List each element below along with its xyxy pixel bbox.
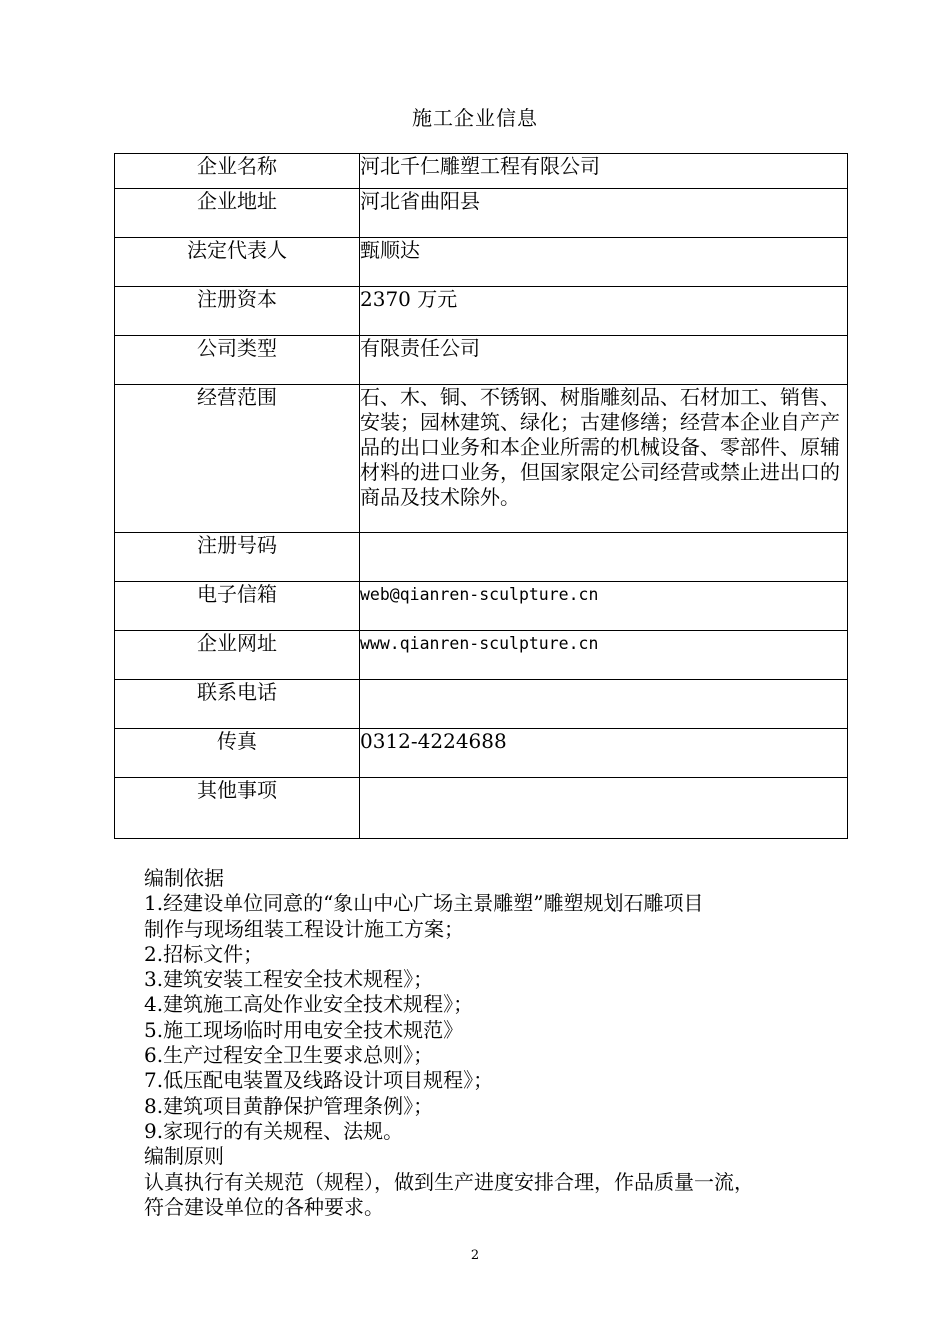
table-row xyxy=(115,680,848,729)
field-label: 传真 xyxy=(115,729,360,778)
notes-line: 9.家现行的有关规程、法规。 xyxy=(144,1118,404,1143)
table-row xyxy=(115,287,848,336)
field-value: 0312-4224688 xyxy=(360,729,848,778)
field-value xyxy=(360,680,848,729)
notes-line: 符合建设单位的各种要求。 xyxy=(144,1194,384,1219)
table-row xyxy=(115,189,848,238)
field-label: 企业地址 xyxy=(115,189,360,238)
field-value: 2370 万元 xyxy=(360,287,848,336)
field-value xyxy=(360,778,848,839)
field-value: 河北千仁雕塑工程有限公司 xyxy=(360,154,848,189)
notes-line: 1.经建设单位同意的“象山中心广场主景雕塑”雕塑规划石雕项目 xyxy=(144,891,704,916)
field-label: 法定代表人 xyxy=(115,238,360,287)
table-row xyxy=(115,154,848,189)
notes-line: 3.建筑安装工程安全技术规程》； xyxy=(144,967,434,992)
field-value: web@qianren-sculpture.cn xyxy=(360,582,848,631)
field-label: 企业网址 xyxy=(115,631,360,680)
table-row xyxy=(115,729,848,778)
company-info-table xyxy=(114,153,848,839)
field-value: www.qianren-sculpture.cn xyxy=(360,631,848,680)
notes-line: 6.生产过程安全卫生要求总则》； xyxy=(144,1043,434,1068)
field-label: 企业名称 xyxy=(115,154,360,189)
table-row xyxy=(115,336,848,385)
field-label: 公司类型 xyxy=(115,336,360,385)
field-label: 联系电话 xyxy=(115,680,360,729)
notes-line: 7.低压配电装置及线路设计项目规程》； xyxy=(144,1068,494,1093)
field-label: 注册号码 xyxy=(115,533,360,582)
table-row xyxy=(115,631,848,680)
field-label: 其他事项 xyxy=(115,778,360,839)
field-label: 注册资本 xyxy=(115,287,360,336)
field-value: 石、木、铜、不锈钢、树脂雕刻品、石材加工、销售、安装；园林建筑、绿化；古建修缮；经营本企业自产产品的出口业务和本企业所需的机械设备、零部件、原辅材料的进口业务，但国家限定公司经营或禁止进出口的商品及技术除外。 xyxy=(360,385,848,533)
field-value: 河北省曲阳县 xyxy=(360,189,848,238)
notes-line: 5.施工现场临时用电安全技术规范》 xyxy=(144,1017,464,1042)
field-value: 有限责任公司 xyxy=(360,336,848,385)
notes-line: 制作与现场组装工程设计施工方案； xyxy=(144,916,464,941)
notes-line: 8.建筑项目黄静保护管理条例》； xyxy=(144,1093,434,1118)
table-row xyxy=(115,582,848,631)
field-label: 经营范围 xyxy=(115,385,360,533)
field-label: 电子信箱 xyxy=(115,582,360,631)
page-number: 2 xyxy=(470,1248,480,1263)
table-row xyxy=(115,778,848,839)
notes-line: 认真执行有关规范（规程），做到生产进度安排合理，作品质量一流， xyxy=(144,1169,754,1194)
notes-line: 4.建筑施工高处作业安全技术规程》； xyxy=(144,992,474,1017)
field-value xyxy=(360,533,848,582)
table-row xyxy=(115,238,848,287)
page-title: 施工企业信息 xyxy=(412,106,538,130)
notes-line: 2.招标文件； xyxy=(144,941,264,966)
notes-heading: 编制依据 xyxy=(144,866,224,890)
table-row xyxy=(115,385,848,533)
field-value: 甄顺达 xyxy=(360,238,848,287)
table-row xyxy=(115,533,848,582)
notes-heading: 编制原则 xyxy=(144,1144,224,1169)
compilation-notes xyxy=(144,866,824,1220)
